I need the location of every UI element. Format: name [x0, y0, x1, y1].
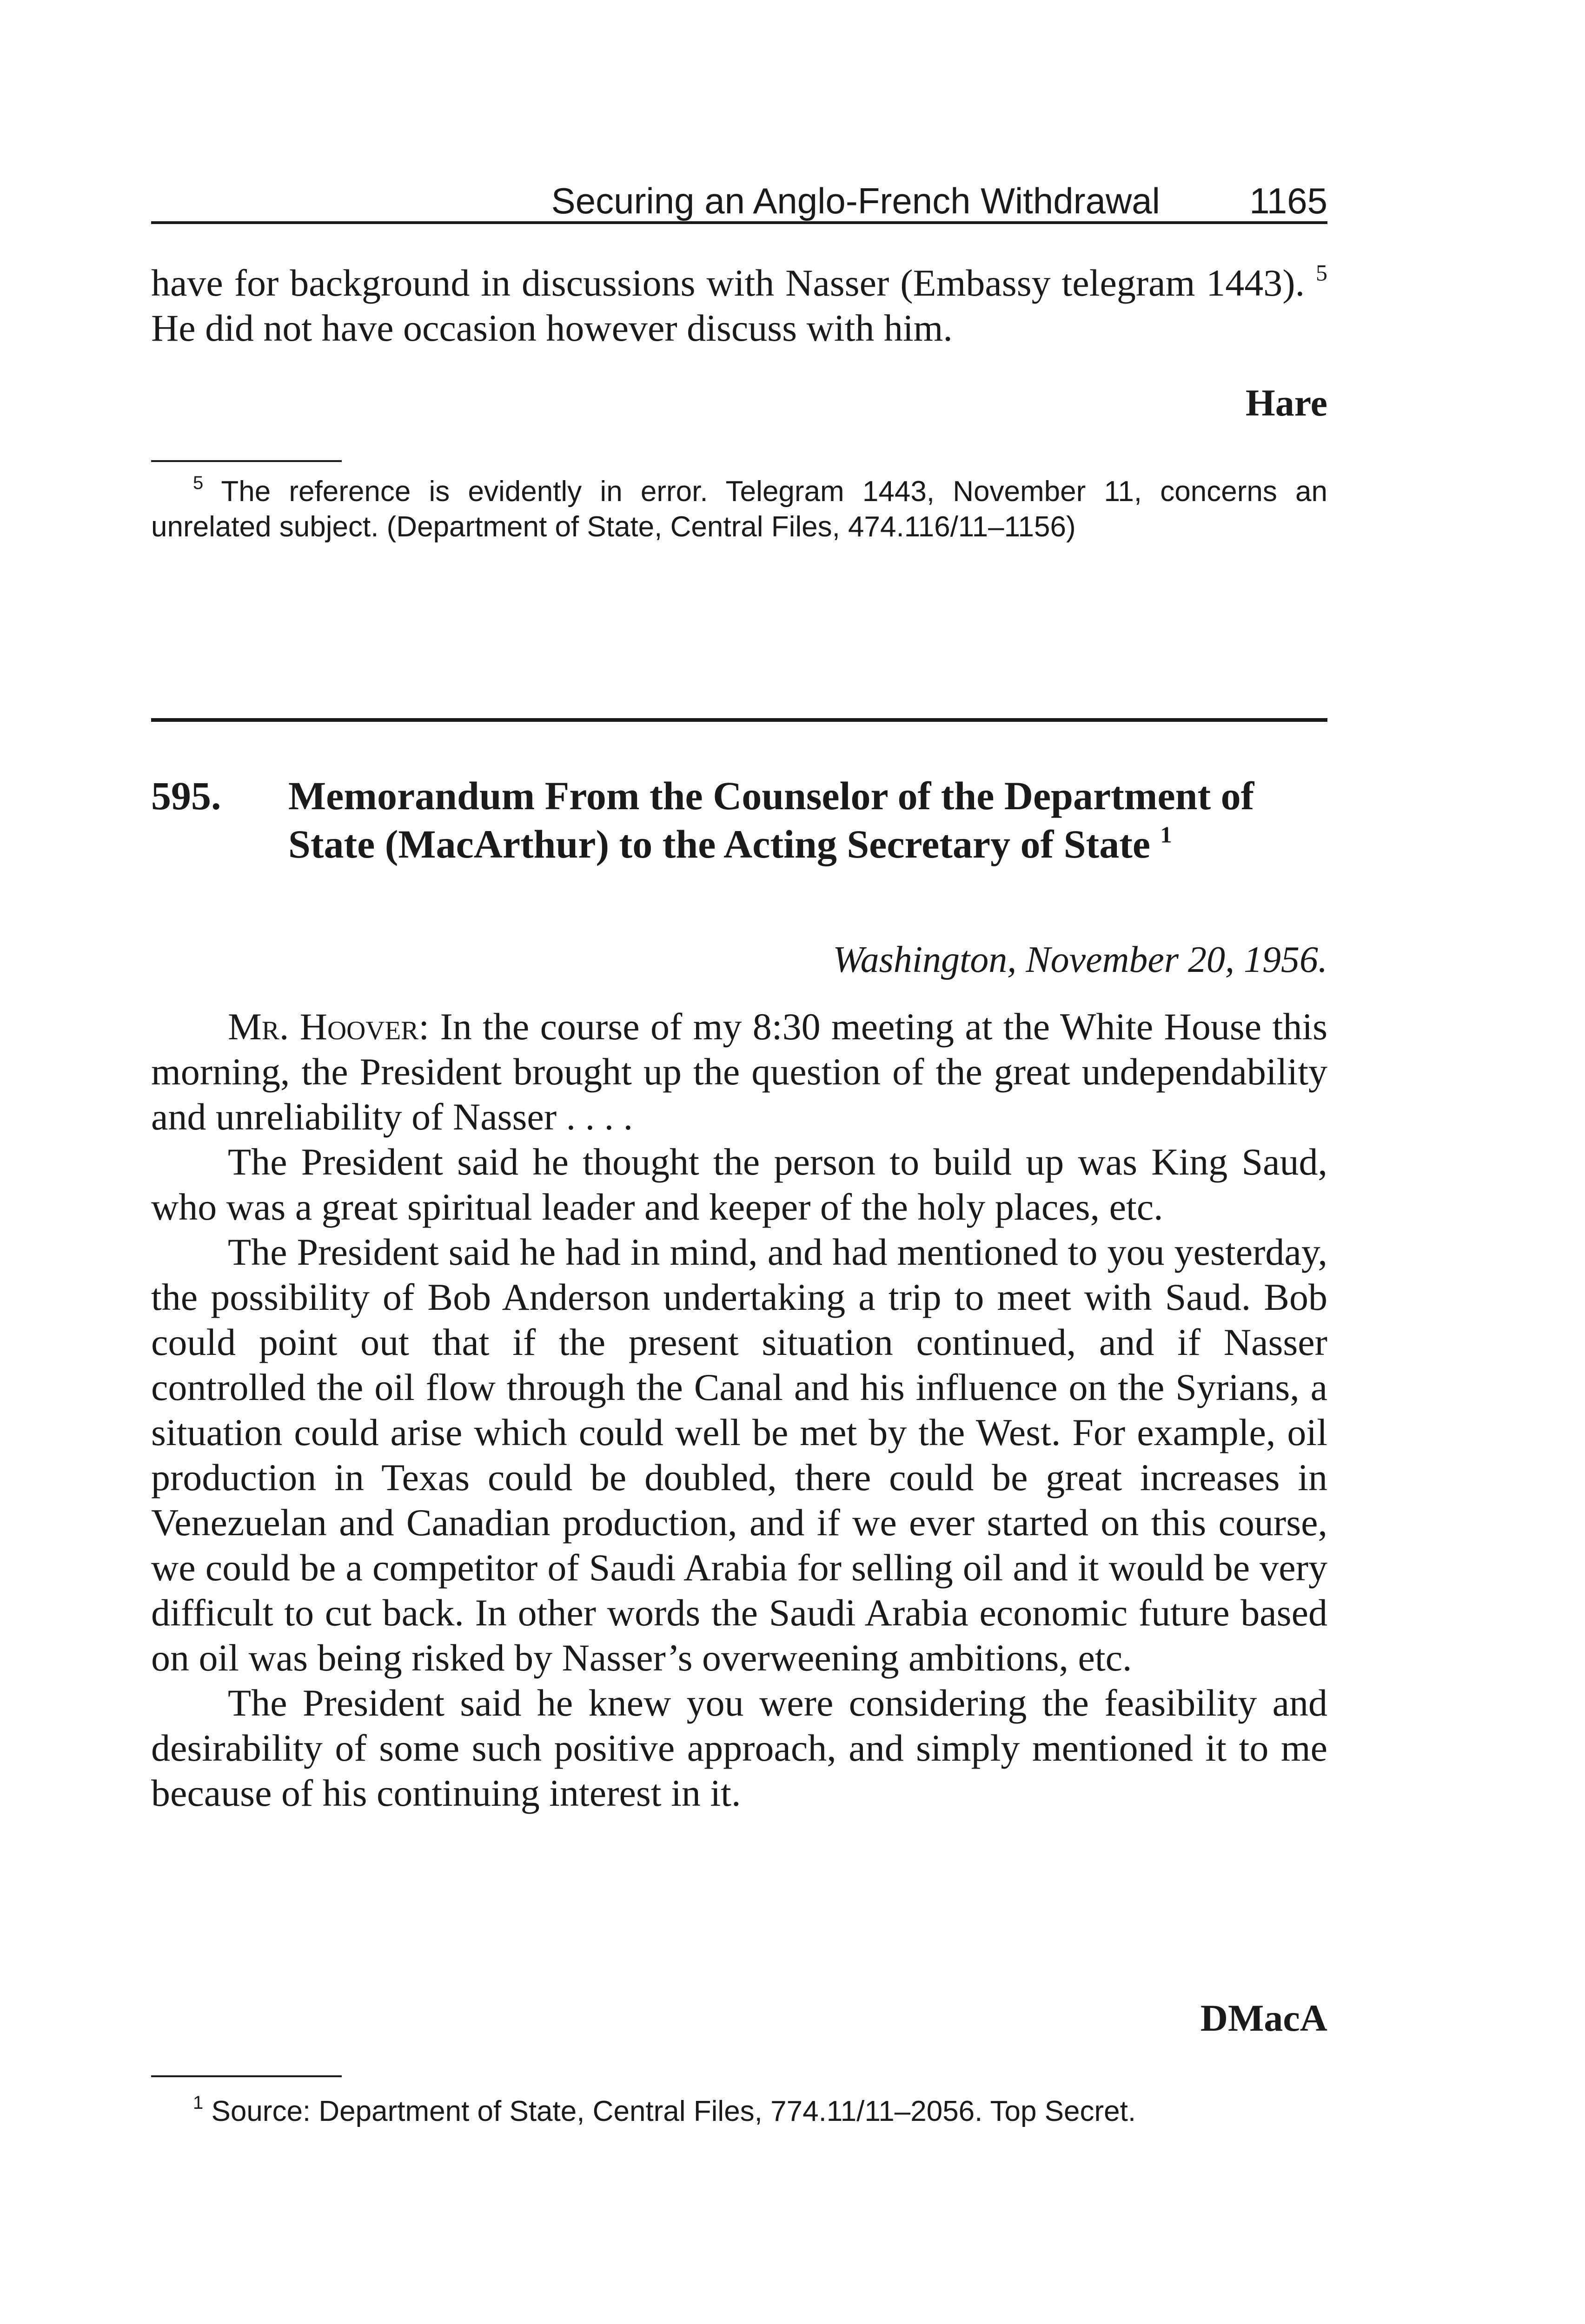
footnote-ref-1: 1	[1160, 821, 1172, 848]
document-number: 595.	[151, 773, 221, 818]
footnote-1	[151, 2094, 1327, 2129]
paragraph-2: The President said he thought the person to build up was King Saud, who was a great spiritual leader and keeper of the holy places, etc.	[151, 1141, 1327, 1228]
carryover-text-after: He did not have occasion however discuss with him.	[151, 307, 953, 349]
paragraph-3: The President said he had in mind, and had mentioned to you yesterday, the possibility of Bob Anderson undertaking a trip to meet with Saud. Bob could point out that if the present situation continued, and if Nasser controlled the oil flow through the Canal and his influence on the Syrians, a situation could arise which could well be met by the West. For example, oil production in Texas could be doubled, there could be great increases in Venezuelan and Canadian production, and if we ever started on this course, we could be a competitor of Saudi Arabia for selling oil and it would be very difficult to cut back. In other words the Saudi Arabia economic future based on oil was being risked by Nasser’s overweening ambitions, etc.	[151, 1231, 1327, 1679]
dateline: Washington, November 20, 1956.	[833, 939, 1327, 980]
footnote-5	[151, 474, 1327, 545]
footnote-ref-5: 5	[1316, 259, 1327, 286]
footnote-1-text: Source: Department of State, Central Files, 774.11/11–2056. Top Secret.	[211, 2095, 1136, 2127]
document-separator	[151, 718, 1327, 722]
page-number: 1165	[1249, 180, 1327, 221]
footnote-5-marker: 5	[193, 473, 204, 493]
footnote-rule-2	[151, 2075, 342, 2077]
salutation: Mr. Hoover:	[228, 1005, 430, 1048]
carryover-paragraph	[151, 260, 1327, 350]
paragraph-4: The President said he knew you were considering the feasibility and desirability of some such positive approach, and simply mentioned it to me because of his continuing interest in it.	[151, 1682, 1327, 1814]
memo-body	[151, 1004, 1327, 1816]
footnote-rule	[151, 460, 342, 462]
footnote-1-marker: 1	[193, 2093, 204, 2113]
footnote-5-text: The reference is evidently in error. Telegram 1443, November 11, concerns an unrelated subject. (Department of State, Central Files, 474.116/11–1156)	[151, 475, 1327, 543]
signature-dmaca: DMacA	[1200, 1997, 1327, 2039]
signature-hare: Hare	[1245, 382, 1327, 424]
running-header	[151, 173, 1327, 224]
document-title	[288, 772, 1330, 868]
paragraph-1	[151, 1004, 1327, 1139]
carryover-text-before: have for background in discussions with Nasser (Embassy telegram 1443).	[151, 262, 1305, 304]
paragraph-1-text: In the course of my 8:30 meeting at the White House this morning, the President brought up the question of the great undependability and unreliability of Nasser . . . .	[151, 1005, 1328, 1138]
document-title-text: Memorandum From the Counselor of the Department of State (MacArthur) to the Acting Secretary of State	[288, 773, 1254, 866]
running-title: Securing an Anglo-French Withdrawal	[551, 180, 1160, 221]
